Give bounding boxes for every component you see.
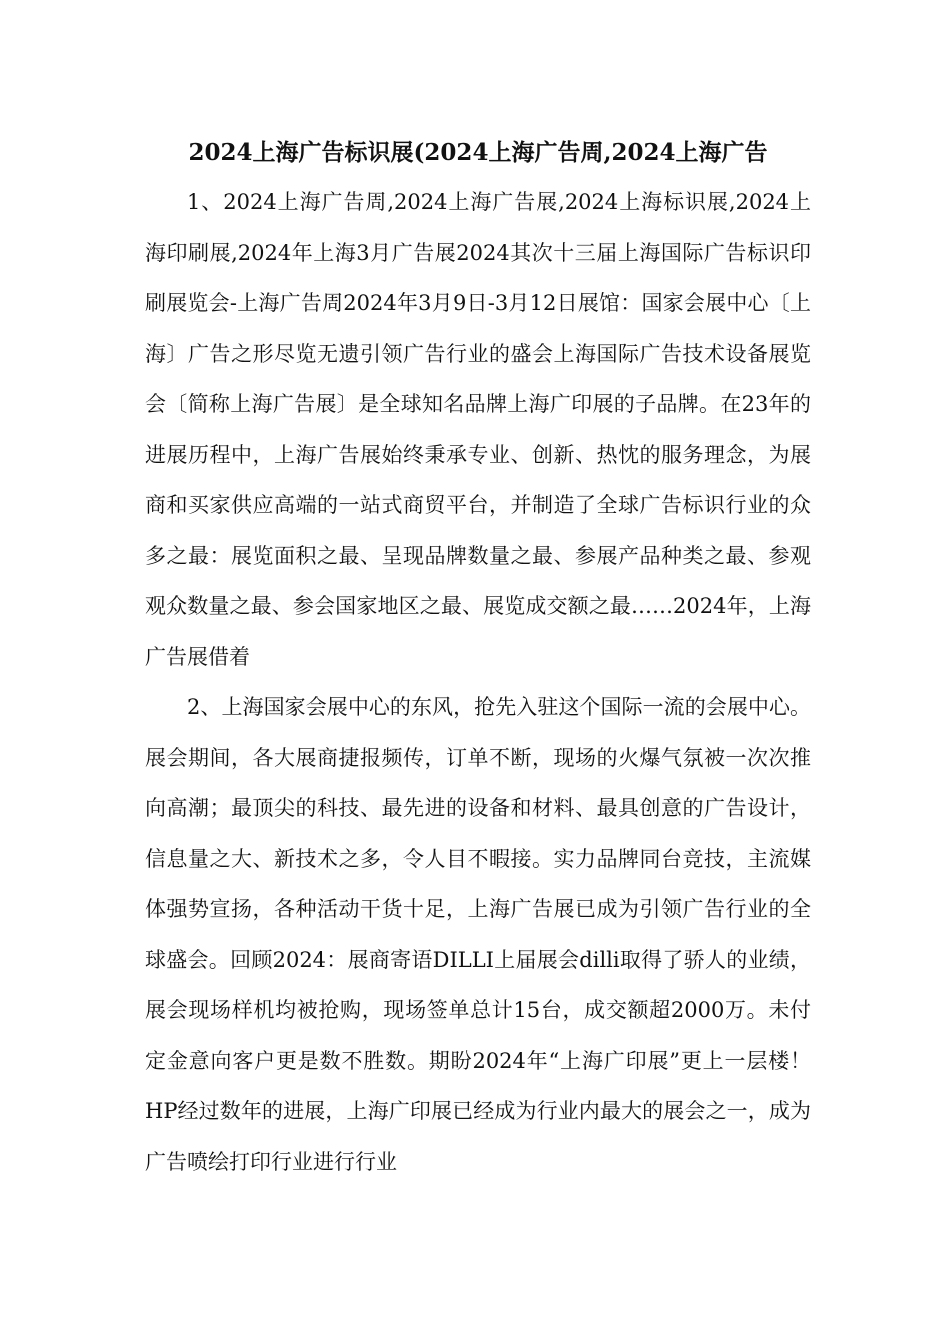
document-body <box>145 132 811 1187</box>
paragraph-1: 1、2024上海广告周,2024上海广告展,2024上海标识展,2024上海印刷展,2024年上海3月广告展2024其次十三届上海国际广告标识印刷展览会-上海广告周2024年3月9日-3月12日展馆：国家会展中心〔上海〕广告之形尽览无遗引领广告行业的盛会上海国际广告技术设备展览会〔简称上海广告展〕是全球知名品牌上海广印展的子品牌。在23年的进展历程中，上海广告展始终秉承专业、创新、热忱的服务理念，为展商和买家供应高端的一站式商贸平台，并制造了全球广告标识行业的众多之最：展览面积之最、呈现品牌数量之最、参展产品种类之最、参观观众数量之最、参会国家地区之最、展览成交额之最……2024年，上海广告展借着 <box>145 190 811 669</box>
paragraph-2: 2、上海国家会展中心的东风，抢先入驻这个国际一流的会展中心。展会期间，各大展商捷报频传，订单不断，现场的火爆气氛被一次次推向高潮；最顶尖的科技、最先进的设备和材料、最具创意的广告设计，信息量之大、新技术之多，令人目不暇接。实力品牌同台竞技，主流媒体强势宣扬，各种活动干货十足，上海广告展已成为引领广告行业的全球盛会。回顾2024：展商寄语DILLI上届展会dilli取得了骄人的业绩，展会现场样机均被抢购，现场签单总计15台，成交额超2000万。未付定金意向客户更是数不胜数。期盼2024年“上海广印展”更上一层楼！HP经过数年的进展，上海广印展已经成为行业内最大的展会之一，成为广告喷绘打印行业进行行业 <box>145 695 811 1174</box>
document-title: 2024上海广告标识展(2024上海广告周,2024上海广告 <box>188 139 768 166</box>
